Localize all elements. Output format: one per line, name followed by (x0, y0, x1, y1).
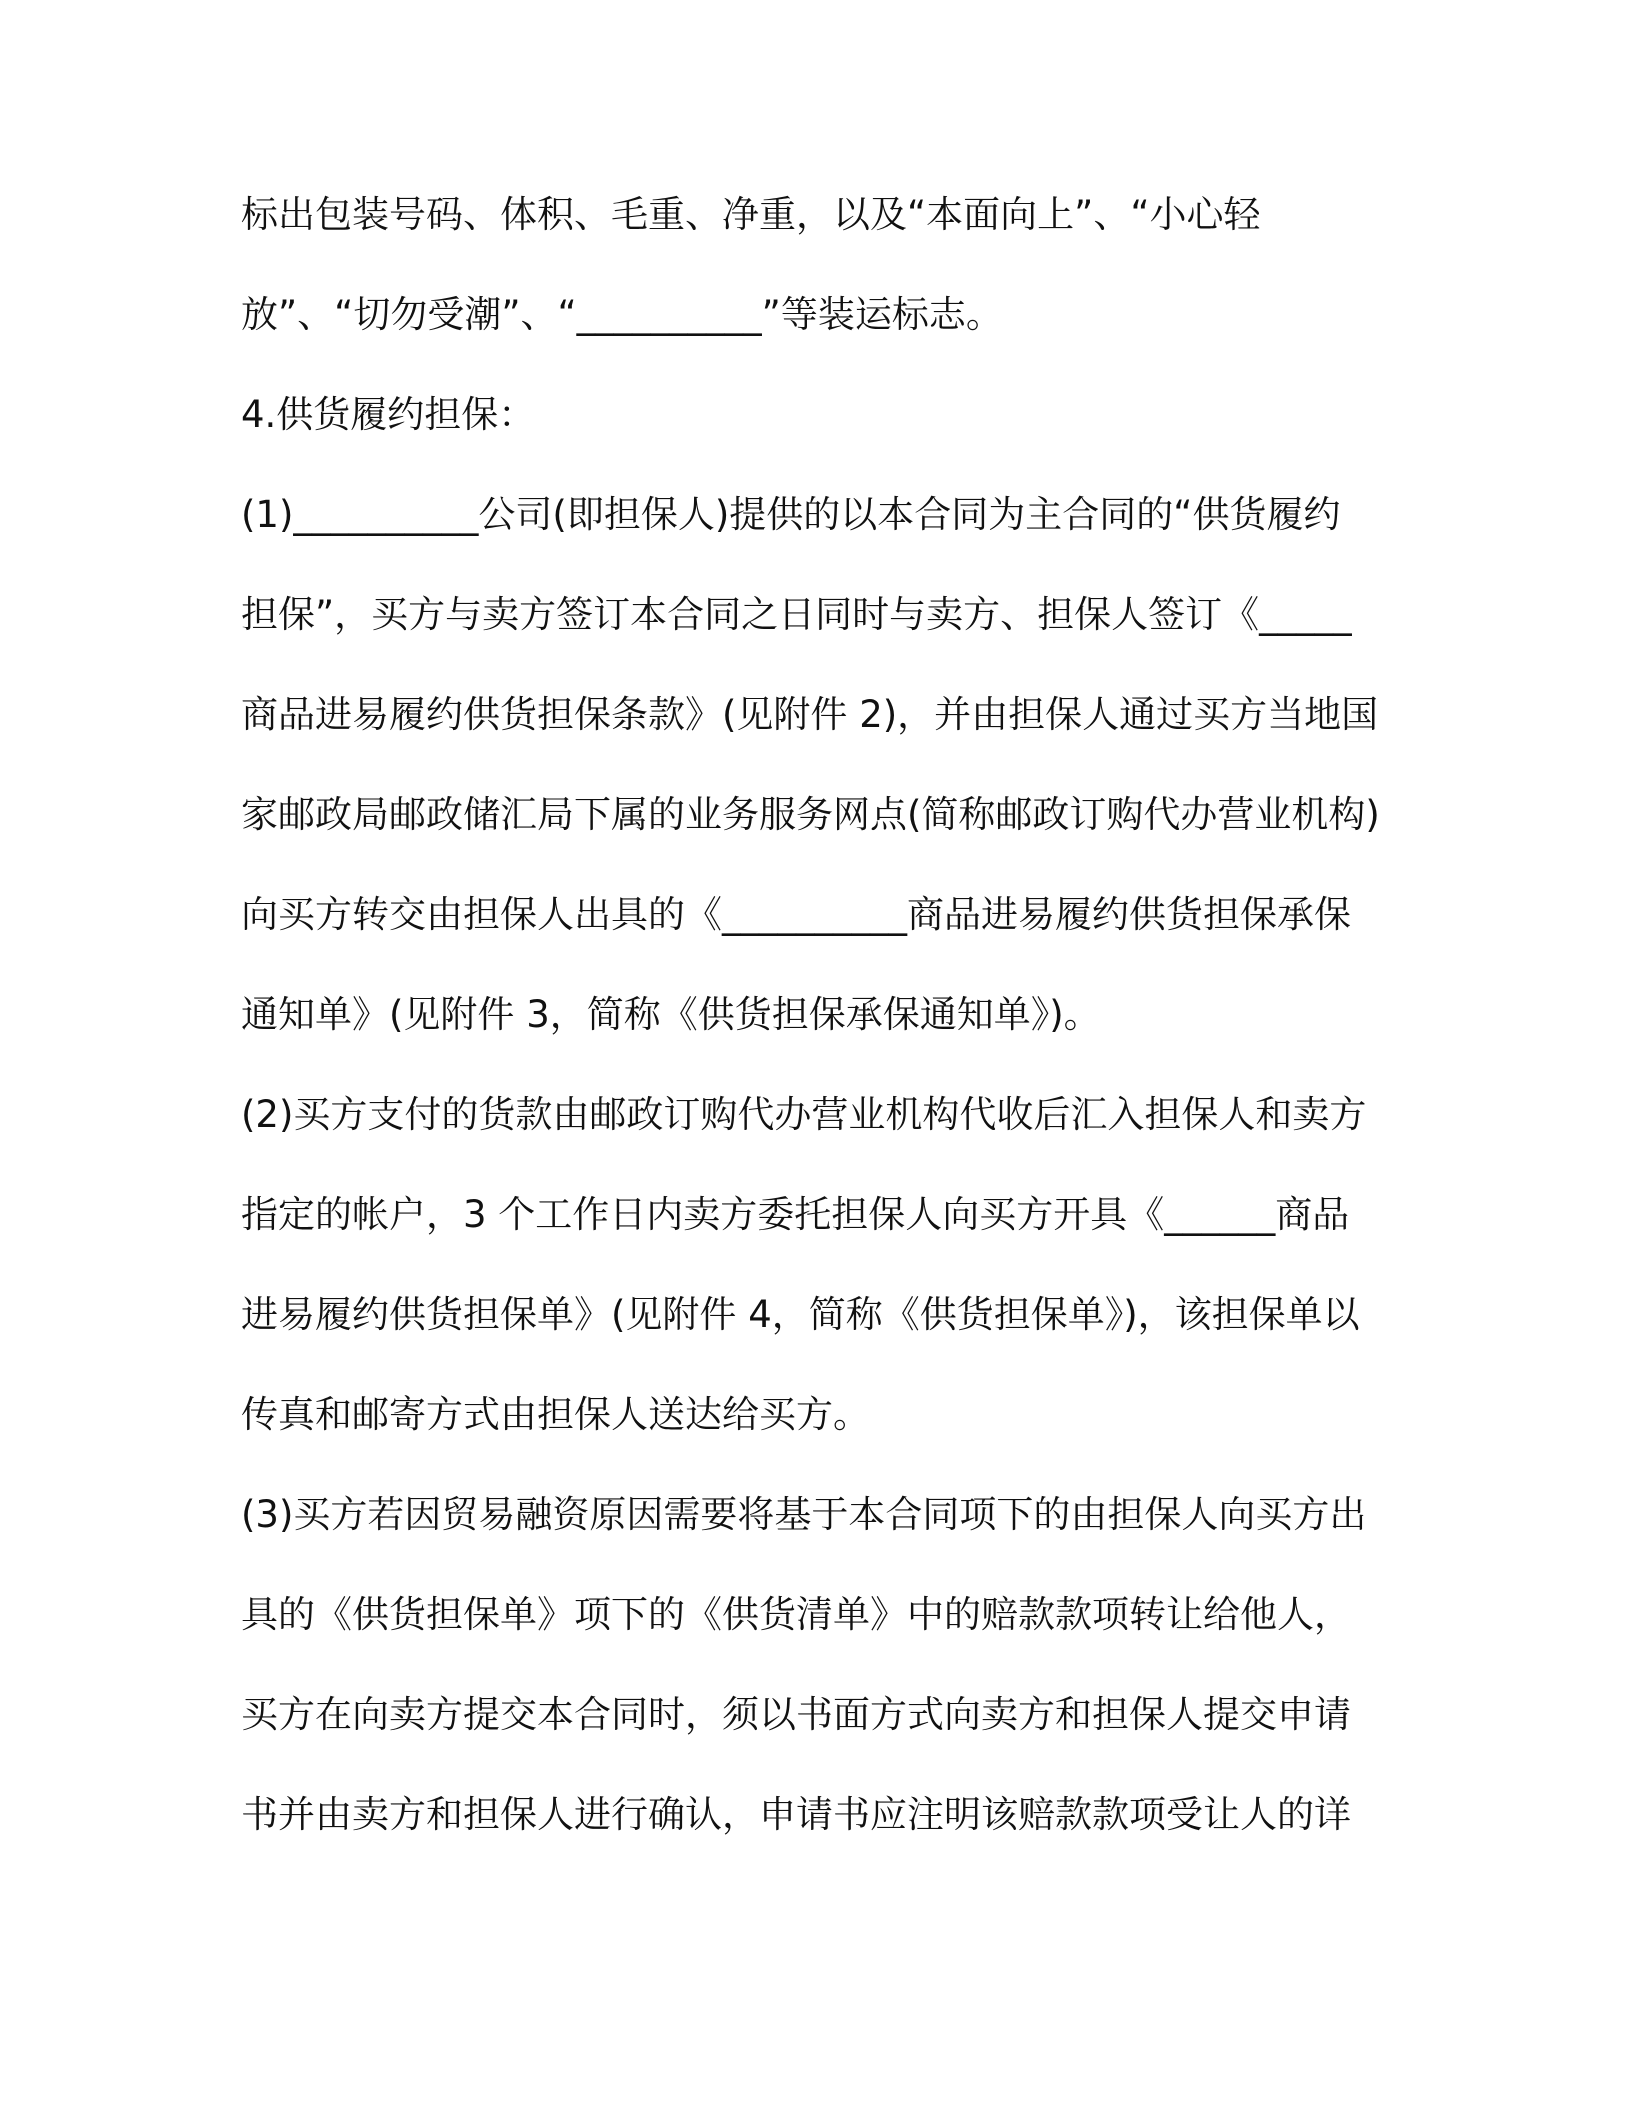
text-line: 放”、“切勿受潮”、“__________”等装运标志。 (241, 293, 1003, 336)
text-line: 向买方转交由担保人出具的《__________商品进易履约供货担保承保 (241, 893, 1351, 936)
text-line: 买方在向卖方提交本合同时，须以书面方式向卖方和担保人提交申请 (241, 1693, 1351, 1736)
text-line: 进易履约供货担保单》(见附件 4，简称《供货担保单》)，该担保单以 (241, 1293, 1360, 1336)
text-line: 具的《供货担保单》项下的《供货清单》中的赔款款项转让给他人， (241, 1593, 1351, 1636)
text-line: 指定的帐户，3 个工作日内卖方委托担保人向买方开具《______商品 (241, 1193, 1350, 1236)
text-line: (2)买方支付的货款由邮政订购代办营业机构代收后汇入担保人和卖方 (241, 1093, 1367, 1136)
text-line: (3)买方若因贸易融资原因需要将基于本合同项下的由担保人向买方出 (241, 1493, 1367, 1536)
text-line: 标出包装号码、体积、毛重、净重，以及“本面向上”、“小心轻 (241, 193, 1261, 236)
text-line: 担保”，买方与卖方签订本合同之日同时与卖方、担保人签订《_____ (241, 593, 1352, 636)
text-line: 通知单》(见附件 3，简称《供货担保承保通知单》)。 (241, 993, 1101, 1036)
section-heading: 4.供货履约担保： (241, 393, 536, 436)
text-line: 商品进易履约供货担保条款》(见附件 2)，并由担保人通过买方当地国 (241, 693, 1379, 736)
text-line: (1)__________公司(即担保人)提供的以本合同为主合同的“供货履约 (241, 493, 1341, 536)
text-line: 家邮政局邮政储汇局下属的业务服务网点(简称邮政订购代办营业机构) (241, 793, 1380, 836)
text-line: 书并由卖方和担保人进行确认，申请书应注明该赔款款项受让人的详 (241, 1793, 1351, 1836)
text-line: 传真和邮寄方式由担保人送达给买方。 (241, 1393, 870, 1436)
